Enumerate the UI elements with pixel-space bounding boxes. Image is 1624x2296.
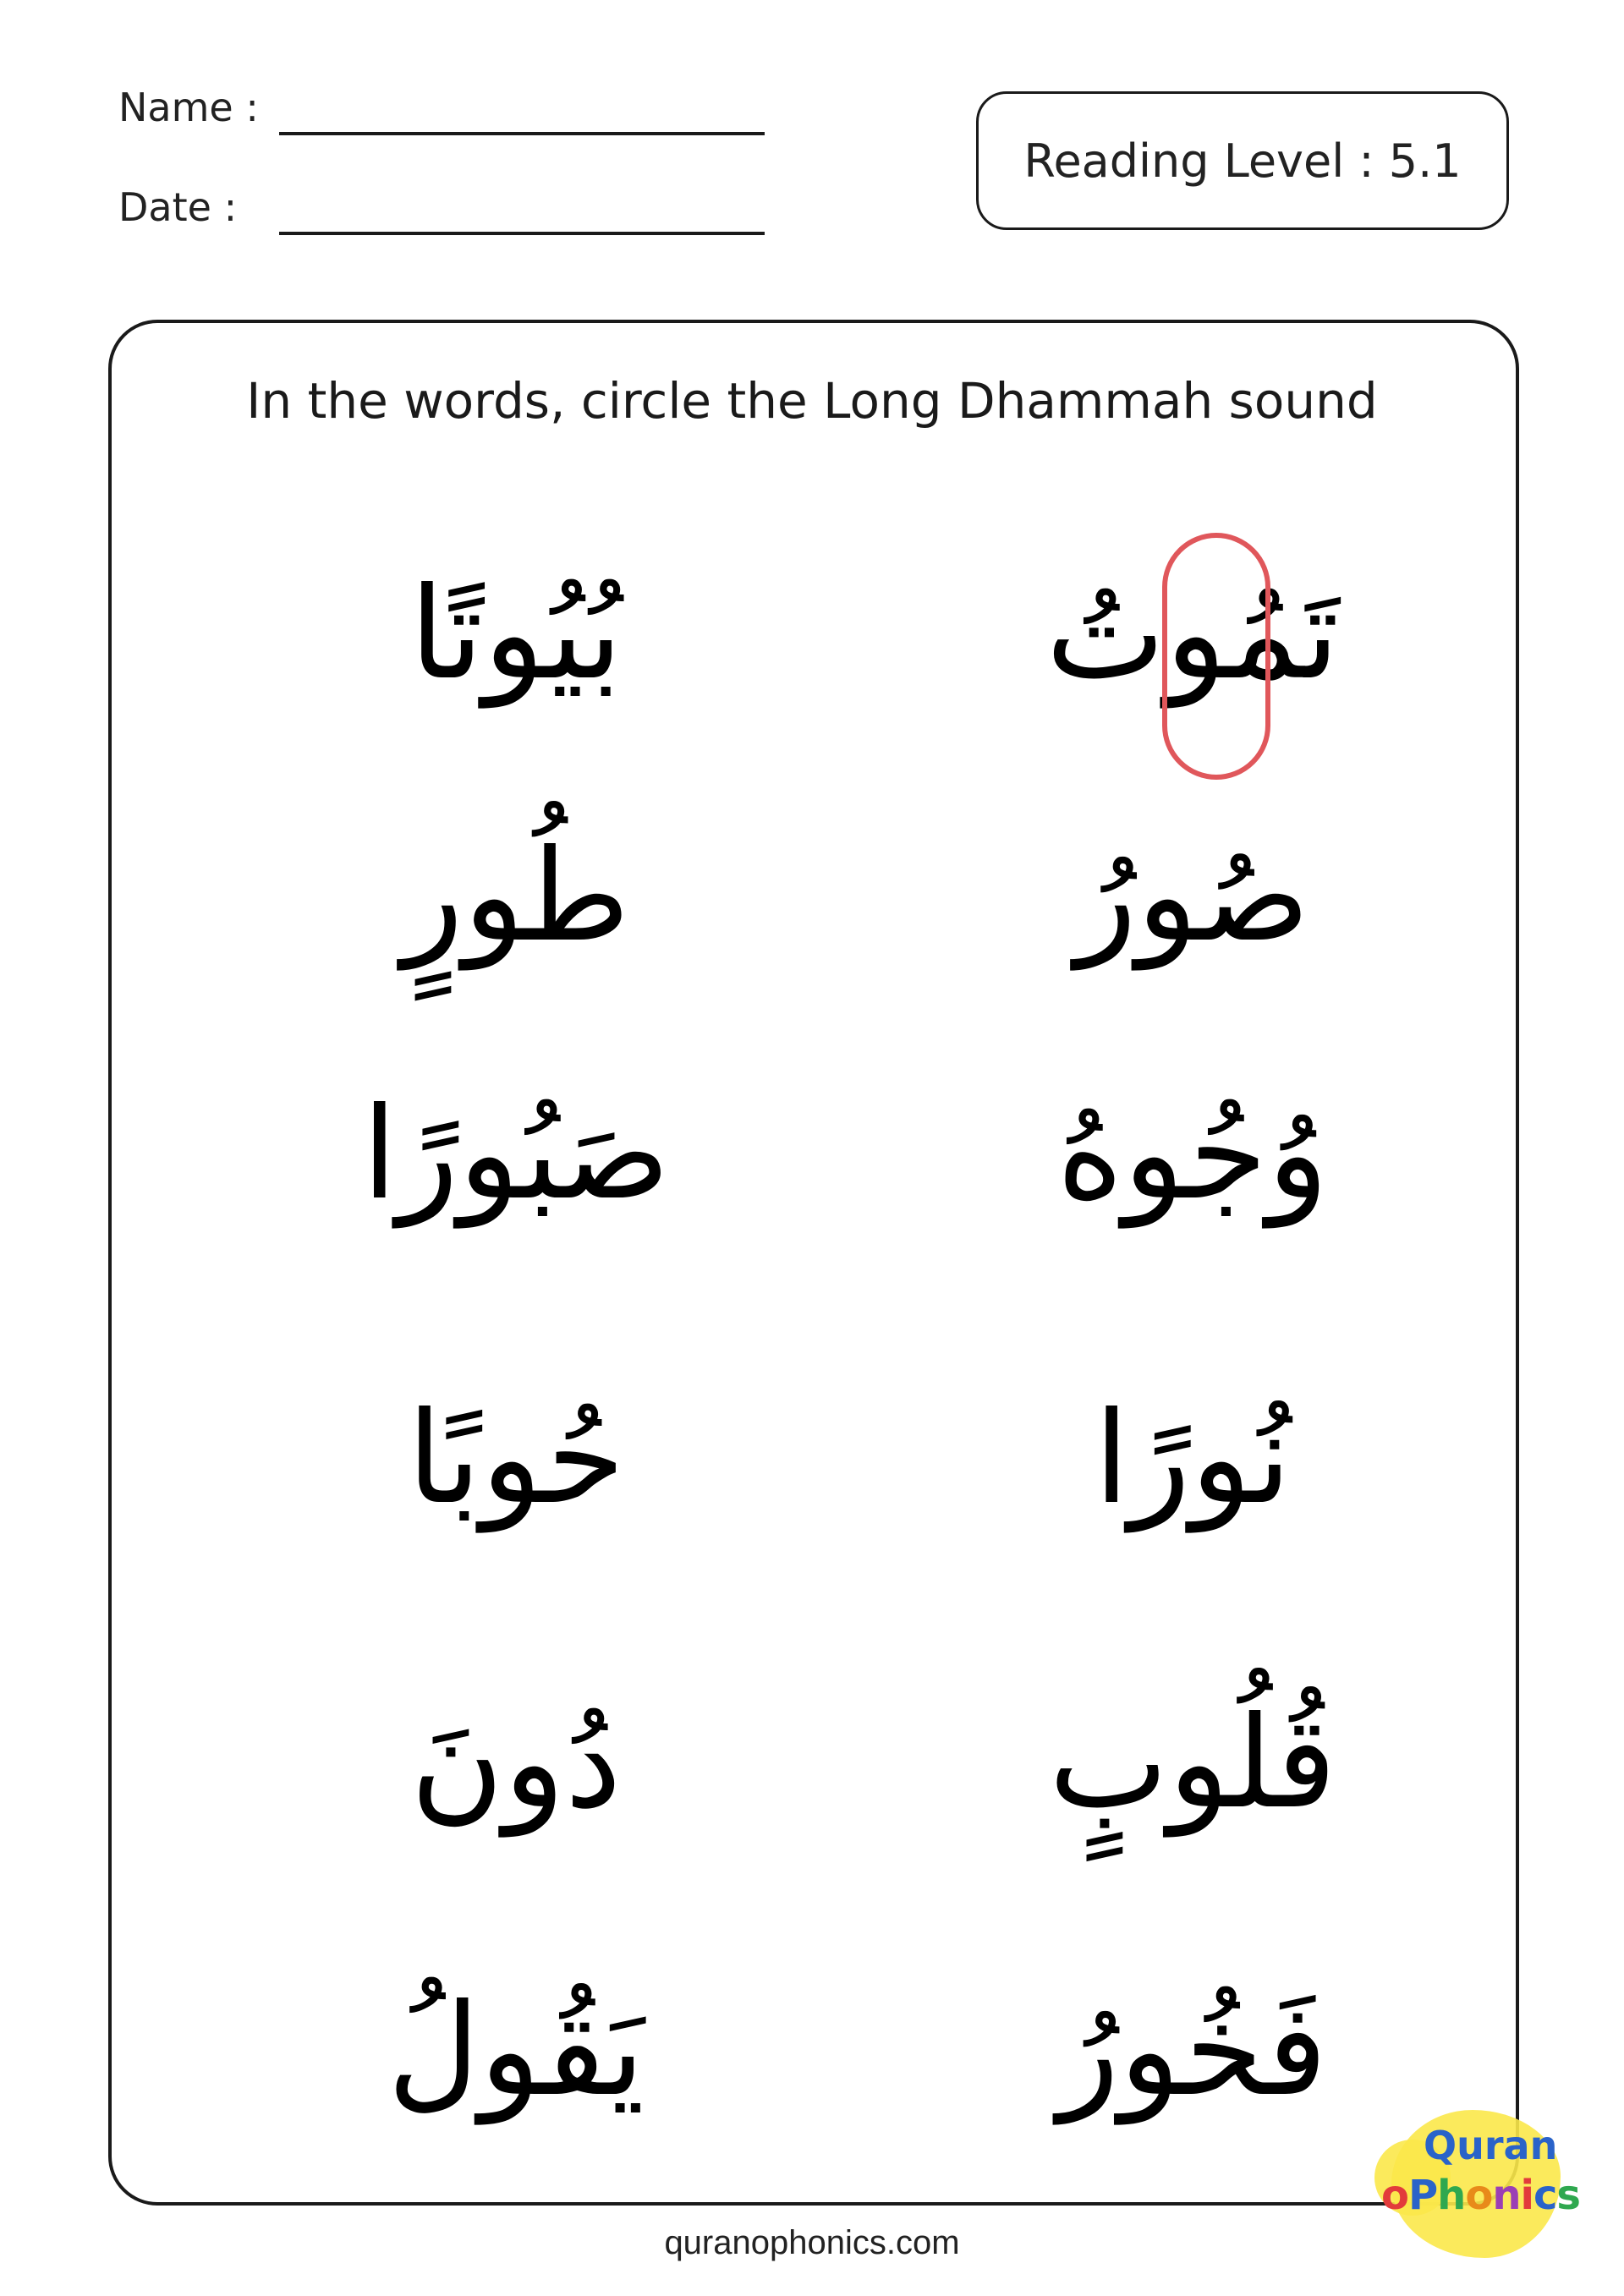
word-left-3[interactable]: صَبُورًا [361,1081,671,1228]
word-right-6[interactable]: فَخُورُ [1057,1977,1328,2124]
word-right-2[interactable]: صُورُ [1075,823,1310,970]
word-left-2[interactable]: طُورٍ [402,823,630,970]
word-right-5[interactable]: قُلُوبٍ [1048,1690,1337,1837]
word-left-4[interactable]: حُوبًا [407,1385,625,1532]
instruction-text: In the words, circle the Long Dhammah sound [246,372,1378,430]
quranophonics-logo [1374,2106,1580,2266]
word-right-4[interactable]: نُورًا [1094,1385,1292,1532]
date-line[interactable] [279,232,765,235]
logo-wordmark-top: Quran [1424,2123,1558,2168]
logo-wordmark-bottom: oPhonics [1381,2172,1580,2219]
footer-url[interactable]: quranophonics.com [664,2224,960,2261]
name-label: Name : [118,85,259,130]
reading-level-text: Reading Level : 5.1 [1023,134,1462,188]
reading-level-badge [976,91,1509,230]
example-circle-mark [1162,533,1270,780]
word-right-1[interactable]: تَمُوتُ [1045,561,1340,708]
date-label: Date : [118,184,238,230]
word-left-5[interactable]: دُونَ [410,1690,622,1837]
word-left-1[interactable]: بُيُوتًا [409,561,623,708]
name-line[interactable] [279,132,765,135]
word-left-6[interactable]: يَقُولُ [387,1977,645,2124]
word-right-3[interactable]: وُجُوهُ [1056,1081,1329,1228]
